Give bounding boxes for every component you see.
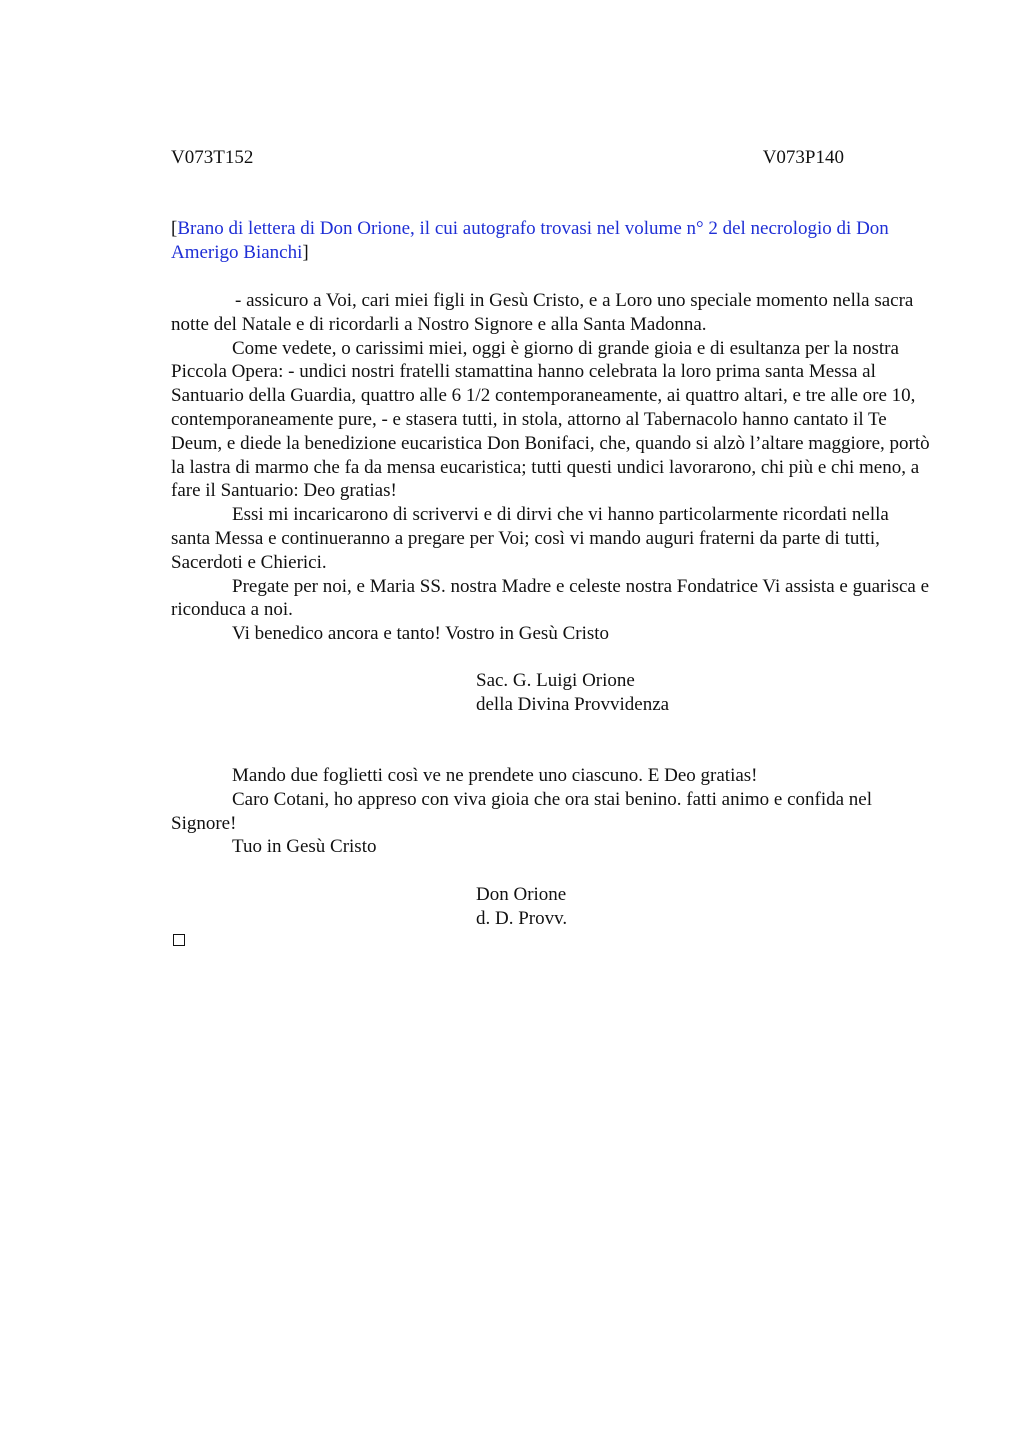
document-code-right: V073P140 [762,147,844,168]
signature-name: Don Orione [476,884,567,905]
signature-name: Sac. G. Luigi Orione [476,670,635,691]
note-close-bracket: ] [302,242,309,263]
letter-signature [476,669,669,717]
page-header [171,146,844,172]
letter-paragraph: Pregate per noi, e Maria SS. nostra Madre e celeste nostra Fondatrice Vi assista e guarisca e riconduca a noi. [171,575,930,621]
postscript-paragraph: Caro Cotani, ho appreso con viva gioia che ora stai benino. fatti animo e confida nel Signore! [171,788,872,834]
postscript-signature [476,883,567,931]
postscript-paragraph: Mando due foglietti così ve ne prendete uno ciascuno. E Deo gratias! [232,765,758,786]
postscript-paragraph: Tuo in Gesù Cristo [232,836,377,858]
postscript-body [171,764,931,859]
signature-title: d. D. Provv. [476,907,568,929]
letter-paragraph: Come vedete, o carissimi miei, oggi è giorno di grande gioia e di esultanza per la nostra Piccola Opera: - undici nostri fratelli stamattina hanno celebrata la loro prima santa Messa al Santuario della Guardia, quattro alle 6 1/2 contemporaneamente, ai quattro altari, e tre alle ore 10, contemporaneamente pure, - e stasera tutti, in stola, attorno al Tabernacolo hanno cantato il Te Deum, e diede la benedizione eucaristica Don Bonifaci, che, quando si alzò l’altare maggiore, portò la lastra di marmo che fa da mensa eucaristica; tutti questi undici lavorarono, chi più e chi meno, a fare il Santuario: Deo gratias! [171,337,930,502]
editorial-note [171,217,931,265]
signature-title: della Divina Provvidenza [476,693,670,715]
note-open-bracket: [ [171,218,178,239]
letter-body [171,289,931,646]
note-text: Brano di lettera di Don Orione, il cui autografo trovasi nel volume n° 2 del necrologio di Don Amerigo Bianchi [171,218,889,263]
square-mark-icon [173,934,185,946]
letter-paragraph: Vi benedico ancora e tanto! Vostro in Gesù Cristo [232,623,610,645]
document-code-left: V073T152 [171,147,254,168]
letter-paragraph: Essi mi incaricarono di scrivervi e di dirvi che vi hanno particolarmente ricordati nella santa Messa e continueranno a pregare per Voi; così vi mando auguri fraterni da parte di tutti, Sacerdoti e Chierici. [171,504,889,573]
letter-paragraph: - assicuro a Voi, cari miei figli in Gesù Cristo, e a Loro uno speciale momento nella sacra notte del Natale e di ricordarli a Nostro Signore e alla Santa Madonna. [171,290,914,335]
